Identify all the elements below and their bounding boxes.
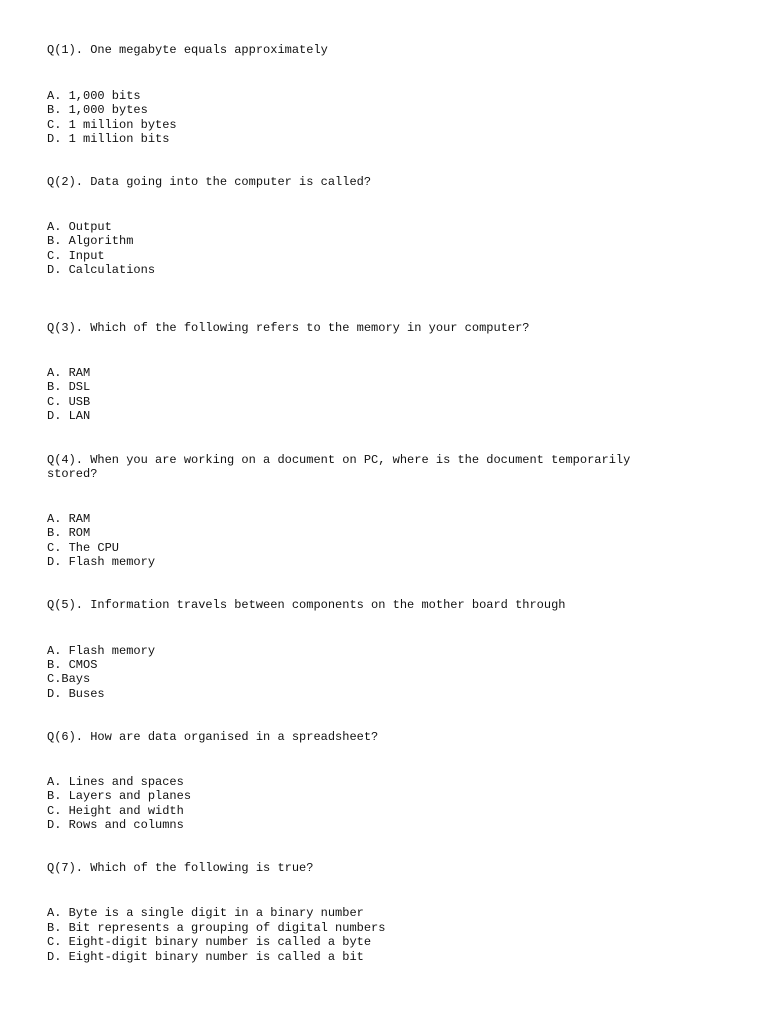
- question-2-option-a: A. Output: [47, 220, 112, 234]
- question-3-prompt: Q(3). Which of the following refers to the memory in your computer?: [47, 321, 530, 335]
- question-2-prompt: Q(2). Data going into the computer is called?: [47, 175, 372, 189]
- question-1-option-b: B. 1,000 bytes: [47, 103, 148, 117]
- question-2-option-d: D. Calculations: [47, 263, 156, 277]
- question-6-option-b: B. Layers and planes: [47, 789, 192, 803]
- question-5-option-c: C.Bays: [47, 672, 91, 686]
- question-2-option-b: B. Algorithm: [47, 234, 134, 248]
- question-5-option-b: B. CMOS: [47, 658, 98, 672]
- question-1-prompt: Q(1). One megabyte equals approximately: [47, 43, 328, 57]
- question-4-option-c: C. The CPU: [47, 541, 120, 555]
- question-3-option-c: C. USB: [47, 395, 91, 409]
- question-5-prompt: Q(5). Information travels between components on the mother board through: [47, 598, 566, 612]
- question-5-option-a: A. Flash memory: [47, 644, 156, 658]
- question-4-prompt-continued: stored?: [47, 467, 98, 481]
- question-7-option-a: A. Byte is a single digit in a binary number: [47, 906, 364, 920]
- question-4-option-a: A. RAM: [47, 512, 91, 526]
- question-7-option-c: C. Eight-digit binary number is called a byte: [47, 935, 372, 949]
- question-3-option-a: A. RAM: [47, 366, 91, 380]
- question-4-option-d: D. Flash memory: [47, 555, 156, 569]
- question-4-prompt: Q(4). When you are working on a document on PC, where is the document temporarily: [47, 453, 631, 467]
- question-1-option-c: C. 1 million bytes: [47, 118, 177, 132]
- question-7-option-d: D. Eight-digit binary number is called a bit: [47, 950, 364, 964]
- question-4-option-b: B. ROM: [47, 526, 91, 540]
- question-6-option-c: C. Height and width: [47, 804, 184, 818]
- question-6-option-d: D. Rows and columns: [47, 818, 184, 832]
- question-6-option-a: A. Lines and spaces: [47, 775, 184, 789]
- question-5-option-d: D. Buses: [47, 687, 105, 701]
- question-1-option-a: A. 1,000 bits: [47, 89, 141, 103]
- question-3-option-d: D. LAN: [47, 409, 91, 423]
- question-2-option-c: C. Input: [47, 249, 105, 263]
- question-7-option-b: B. Bit represents a grouping of digital numbers: [47, 921, 386, 935]
- question-6-prompt: Q(6). How are data organised in a spreadsheet?: [47, 730, 379, 744]
- question-7-prompt: Q(7). Which of the following is true?: [47, 861, 314, 875]
- question-1-option-d: D. 1 million bits: [47, 132, 170, 146]
- question-3-option-b: B. DSL: [47, 380, 91, 394]
